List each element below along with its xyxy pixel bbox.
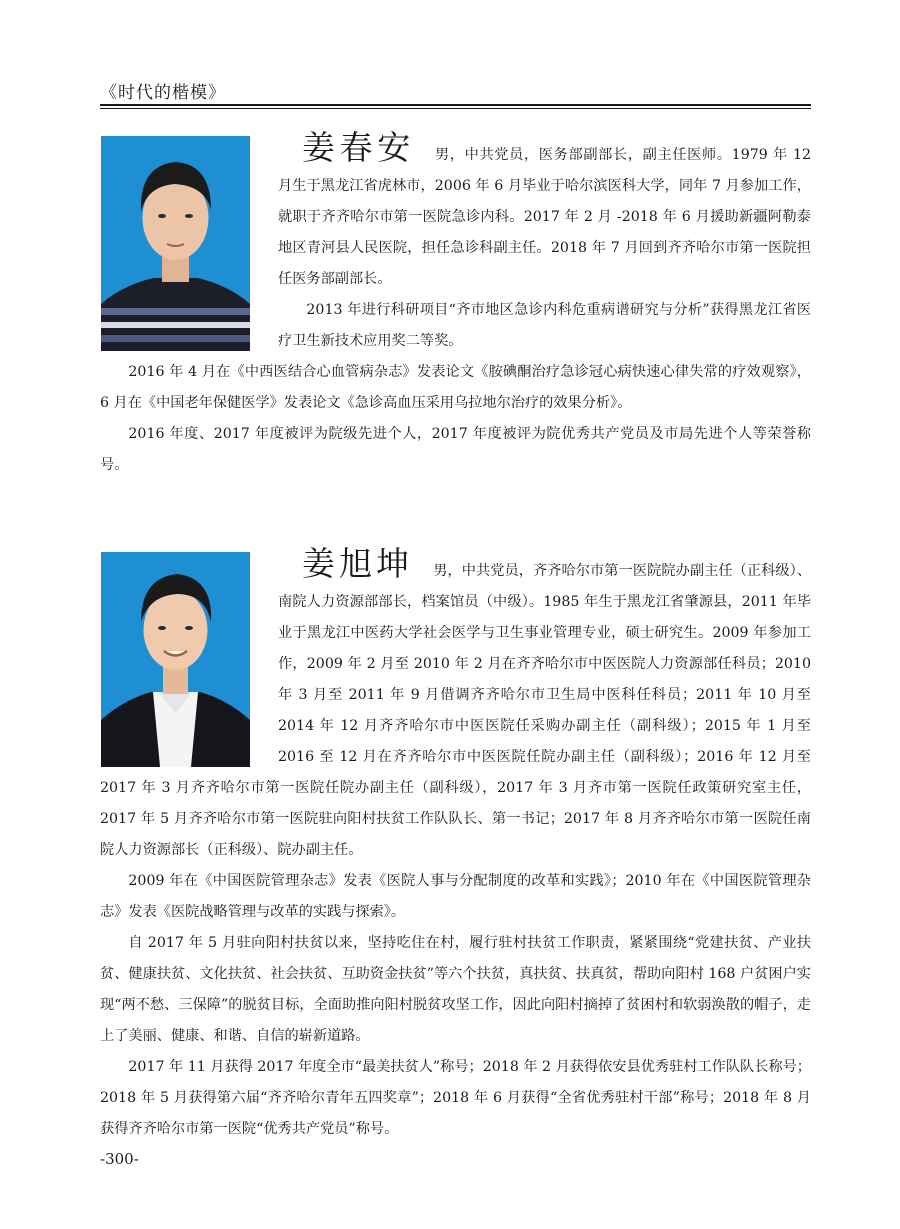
running-header: 《时代的楷模》 — [100, 83, 226, 103]
profile-2-intro: 姜旭坤 男，中共党员，齐齐哈尔市第一医院院办副主任（正科级）、南院人力资源部部长，档案馆员（中级）。1985 年生于黑龙江省肇源县，2011 年毕业于黑龙江中医药大学社会医学与卫生事业管理专业，硕士研究生。2009 年参加工作，2009 年 2 月至 2010 年 2 月在齐齐哈尔市中医医院人力资源部任科员；2010 年 3 月至 2011 年 9 月借调齐齐哈尔市卫生局中医科任科员；2011 年 10 月至 2014 年 12 月齐齐哈尔市中医医院任采购办副主任（副科级）；2015 年 1 月至 2016 至 12 月在齐齐哈尔市中医医院任院办副主任（副科级）；2016 年 12 月至 2017 年 3 月齐齐哈尔市第一医院任院办副主任（副科级），2017 年 3 月齐市第一医院任政策研究室主任，2017 年 5 月齐齐哈尔市第一医院驻向阳村扶贫工作队队长、第一书记；2017 年 8 月齐齐哈尔市第一医院任南院人力资源部长（正科级）、院办副主任。 — [100, 544, 812, 858]
header-rule-thin — [100, 108, 811, 109]
profile-1-paragraph: 2016 年 4 月在《中西医结合心血管病杂志》发表论文《胺碘酮治疗急诊冠心病快速心律失常的疗效观察》，6 月在《中国老年保健医学》发表论文《急诊高血压采用乌拉地尔治疗的效果分析》。 — [100, 364, 811, 411]
profile-2-paragraph: 自 2017 年 5 月驻向阳村扶贫以来，坚持吃住在村，履行驻村扶贫工作职责，紧紧围绕“党建扶贫、产业扶贫、健康扶贫、文化扶贫、社会扶贫、互助资金扶贫”等六个扶贫，真扶贫、扶真贫，帮助向阳村 168 户贫困户实现“两不愁、三保障”的脱贫目标，全面助推向阳村脱贫攻坚工作，因此向阳村摘掉了贫困村和软弱涣散的帽子，走上了美丽、健康、和谐、自信的崭新道路。 — [100, 935, 811, 1044]
profile-1-paragraph: 2013 年进行科研项目“齐市地区急诊内科危重病谱研究与分析”获得黑龙江省医疗卫生新技术应用奖二等奖。 — [278, 302, 811, 349]
header-rule-thick — [100, 104, 811, 106]
profile-2-name: 姜旭坤 — [302, 544, 414, 583]
profile-1-paragraph: 2016 年度、2017 年度被评为院级先进个人，2017 年度被评为院优秀共产党员及市局先进个人等荣誉称号。 — [100, 426, 811, 473]
profile-2-paragraph: 2009 年在《中国医院管理杂志》发表《医院人事与分配制度的改革和实践》；2010 年在《中国医院管理杂志》发表《医院战略管理与改革的实践与探索》。 — [100, 873, 811, 920]
profile-1-intro: 姜春安 男，中共党员，医务部副部长，副主任医师。1979 年 12 月生于黑龙江省虎林市，2006 年 6 月毕业于哈尔滨医科大学，同年 7 月参加工作，就职于齐齐哈尔市第一医院急诊内科。2017 年 2 月 -2018 年 6 月援助新疆阿勒泰地区青河县人民医院，担任急诊科副主任。2018 年 7 月回到齐齐哈尔市第一医院担任医务部副部长。 — [278, 128, 811, 287]
profile-2-paragraph: 2017 年 11 月获得 2017 年度全市“最美扶贫人”称号；2018 年 2 月获得依安县优秀驻村工作队队长称号；2018 年 5 月获得第六届“齐齐哈尔青年五四奖章”；2018 年 6 月获得“全省优秀驻村干部”称号；2018 年 8 月获得齐齐哈尔市第一医院“优秀共产党员”称号。 — [100, 1059, 811, 1137]
profile-1-name: 姜春安 — [302, 128, 415, 167]
profile-1 — [100, 128, 811, 481]
page-number: -300- — [100, 1150, 139, 1168]
profile-2 — [100, 544, 812, 1145]
